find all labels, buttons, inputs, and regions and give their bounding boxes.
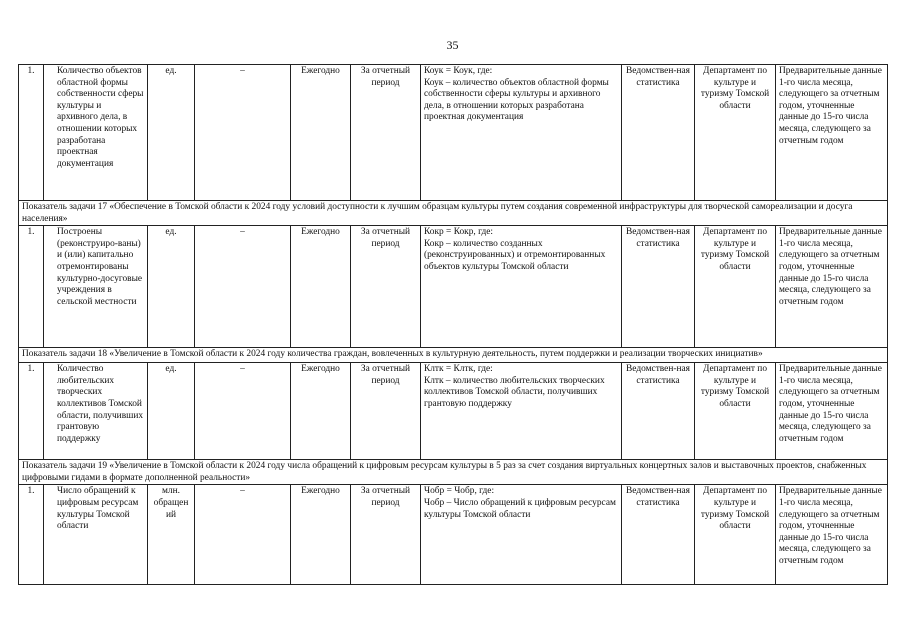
section-heading: Показатель задачи 19 «Увеличение в Томской области к 2024 году числа обращений к цифровым ресурсам культуры в 5 раз за счет создания виртуальных концертных залов и выставочных проектов, снабженных цифровыми гидами в формате дополненной реальности» xyxy=(19,460,888,485)
period-cell: За отчетный период xyxy=(351,65,421,201)
section-heading: Показатель задачи 17 «Обеспечение в Томской области к 2024 году условий доступности к лучшим образцам культуры путем создания современной инфраструктуры для творческой самореализации и досуга населения» xyxy=(19,201,888,226)
timing-cell: Предварительные данные 1-го числа месяца, следующего за отчетным годом, уточненные данные до 15-го числа месяца, следующего за отчетным годом xyxy=(776,65,888,201)
row-number-cell: 1. xyxy=(19,226,44,348)
source-cell: Ведомствен-ная статистика xyxy=(622,65,695,201)
section-row xyxy=(19,460,888,485)
formula-head: Кокр = Кокр, где: xyxy=(424,227,494,238)
period-cell: За отчетный период xyxy=(351,363,421,460)
page-number: 35 xyxy=(446,38,459,52)
formula-body: Коук – количество объектов областной формы собственности сферы культуры и архивного дела, в отношении которых разработана проектная документация xyxy=(424,77,609,123)
formula-head: Клтк = Клтк, где: xyxy=(424,364,493,375)
source-cell: Ведомствен-ная статистика xyxy=(622,226,695,348)
period-cell: За отчетный период xyxy=(351,485,421,585)
indicator-name: Количество объектов областной формы собственности сферы культуры и архивного дела, в отношении которых разработана проектная документация xyxy=(57,66,144,169)
indicator-name-cell xyxy=(44,65,148,201)
formula-head: Чобр = Чобр, где: xyxy=(424,486,495,497)
table-row xyxy=(19,363,888,460)
timing-cell: Предварительные данные 1-го числа месяца, следующего за отчетным годом, уточненные данные до 15-го числа месяца, следующего за отчетным годом xyxy=(776,226,888,348)
frequency-cell: Ежегодно xyxy=(291,485,351,585)
timing-cell: Предварительные данные 1-го числа месяца, следующего за отчетным годом, уточненные данные до 15-го числа месяца, следующего за отчетным годом xyxy=(776,363,888,460)
period-cell: За отчетный период xyxy=(351,226,421,348)
indicator-name: Число обращений к цифровым ресурсам культуры Томской области xyxy=(57,486,139,532)
indicator-name-cell xyxy=(44,363,148,460)
table-row xyxy=(19,485,888,585)
department-cell: Департамент по культуре и туризму Томской области xyxy=(695,226,776,348)
row-number-cell: 1. xyxy=(19,485,44,585)
indicator-name: Построены (реконструиро-ваны) и (или) капитально отремонтированы культурно-досуговые учреждения в сельской местности xyxy=(57,227,143,307)
formula-cell xyxy=(421,363,622,460)
indicator-name-cell xyxy=(44,226,148,348)
timing-cell: Предварительные данные 1-го числа месяца, следующего за отчетным годом, уточненные данные до 15-го числа месяца, следующего за отчетным годом xyxy=(776,485,888,585)
dash-cell: – xyxy=(195,65,291,201)
unit-cell: ед. xyxy=(148,226,195,348)
formula-cell xyxy=(421,226,622,348)
department-cell: Департамент по культуре и туризму Томской области xyxy=(695,65,776,201)
indicator-name: Количество любительских творческих коллективов Томской области, получивших грантовую поддержку xyxy=(57,364,144,444)
row-number-cell: 1. xyxy=(19,363,44,460)
indicator-name-cell xyxy=(44,485,148,585)
indicator-table xyxy=(18,64,888,585)
unit-cell: млн. обращен ий xyxy=(148,485,195,585)
formula-body: Чобр – Число обращений к цифровым ресурсам культуры Томской области xyxy=(424,497,616,520)
formula-head: Коук = Коук, где: xyxy=(424,66,493,76)
row-number-cell: 1. xyxy=(19,65,44,201)
frequency-cell: Ежегодно xyxy=(291,65,351,201)
unit-cell: ед. xyxy=(148,65,195,201)
department-cell: Департамент по культуре и туризму Томской области xyxy=(695,485,776,585)
section-row xyxy=(19,201,888,226)
unit-cell: ед. xyxy=(148,363,195,460)
table-row xyxy=(19,226,888,348)
source-cell: Ведомствен-ная статистика xyxy=(622,363,695,460)
department-cell: Департамент по культуре и туризму Томской области xyxy=(695,363,776,460)
section-heading: Показатель задачи 18 «Увеличение в Томской области к 2024 году количества граждан, вовлеченных в культурную деятельность, путем поддержки и реализации творческих инициатив» xyxy=(19,348,888,363)
formula-body: Кокр – количество созданных (реконструированных) и отремонтированных объектов культуры Томской области xyxy=(424,238,606,272)
table-row xyxy=(19,65,888,201)
formula-body: Клтк – количество любительских творческих коллективов Томской области, получивших грантовую поддержку xyxy=(424,375,605,409)
frequency-cell: Ежегодно xyxy=(291,363,351,460)
dash-cell: – xyxy=(195,226,291,348)
section-row xyxy=(19,348,888,363)
dash-cell: – xyxy=(195,363,291,460)
source-cell: Ведомствен-ная статистика xyxy=(622,485,695,585)
formula-cell xyxy=(421,65,622,201)
frequency-cell: Ежегодно xyxy=(291,226,351,348)
formula-cell xyxy=(421,485,622,585)
dash-cell: – xyxy=(195,485,291,585)
